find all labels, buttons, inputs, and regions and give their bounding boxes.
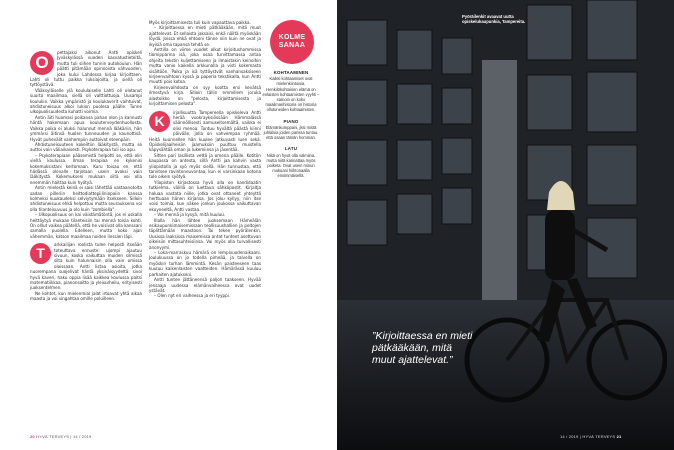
page-number: 20	[30, 434, 35, 439]
page-number: 21	[616, 434, 622, 439]
badge-line-1: KOLME	[278, 34, 306, 41]
sidebar-entry-text: Kaikki kohtaamiset ovat mielenkiintoisia. Henkilökohtainen elämä on enlaisten kohtaamisten vyyhti – samoin on koko maailmanhistoria on historia ollutuneiden kohtaamisten.	[262, 76, 320, 113]
sidebar-entry	[262, 146, 320, 178]
footer-right: 14 / 2019 | HYVÄ TERVEYS 21	[560, 434, 622, 439]
paragraph: Ahdistuneisuuteen kokeiltiin lääkitystä, mutta se auttoi vain väliaikaisesti. Psykoterapiaa tuli iso apu.	[30, 141, 142, 153]
paragraph: – Loka-marraskuu hämärä on lempivuodenaikaani. Joulukuussa on jo todella pimeää, ja talvella on myöskin turhan lämmintä. Kesän paisteeseen taas kuuluu kaikenlaisten vaatteiden. Hämärässä kuuluu parhaiten ajatukseni.	[149, 250, 261, 277]
sidebar-entry-title: LATU	[284, 146, 298, 152]
paragraph: Ne kohtet, kun mielenmial jalat irtoavat yhtä aikaa maasta ja voi singahtaa omille poluilleen.	[30, 290, 142, 302]
dropcap-o: O	[30, 51, 54, 75]
quote-line-2: pätkääkään, mitä	[372, 342, 452, 354]
magazine-name: HYVÄ TERVEYS	[36, 434, 70, 439]
badge-line-2: SANAA	[278, 42, 306, 49]
paragraph: – Olen nyt eri vaiheessa ja eri tyyppi.	[154, 293, 231, 299]
paragraph: pettajaksi aikonut Antti opiskeli Jyväskylässä vuoden kasvatustieteitä, mutta tuli siihen tunnin autokoulun. Hän päätti pitämään opinnoista vähvuoden, joka kului Lahdessa kirjaa kirjoittaen. Lahti oli tuttu paikka luksiajoilta, ja siellä oli tyttöystävä.	[30, 50, 142, 88]
issue-number: 14 / 2019	[560, 434, 579, 439]
sidebar-entry	[262, 119, 320, 141]
paragraph: Yliopiston kirjastossa hyvä alla on kandidaatin tutkielma, välillä on luettava sähköpostit. Kirjaltja haluaa vastata niille, jotka ovat ottaneet yhteyttä herttuaan hänen kirjansa. Jos joku kyllyy, niin itse voisi toimia, kun näkee jonkun joukossa vaikuttavan ekuyneeltä, Antti vastaa.	[149, 179, 261, 212]
article-column-2	[149, 20, 261, 299]
magazine-name: HYVÄ TERVEYS	[582, 434, 616, 439]
paragraph: irjallisuutta Tampereella opiskeleva Antti herää vuokrayksiössään Hämmalässä säännöllisesti aamuseitsemältä, vaikka ei olisi menoa. Tuntuu hyvältä päästä kiinni päivään, jolla on vahvempaa ryhmää. Heitä kuunnellen hän kuulee jatkuvasti luen sekä. Opiskelijaaiheisiin jaamuksiin puuttuu muistella käpysähtää oman ja lukemiinsa ja jäsentää.	[149, 109, 261, 153]
paragraph: arkkailijan roolista tulee helposti itseään toteuttava ennuste: ujompi ajautuu sivuun, koska vaikuttaa muiden silmissä silta kuin halunnaisin olla vain omissa oloissaan. Antti listaa asioita, jotka nuorempana suojelivat häntä yksinäisyydeltä: sivoi hyvä kaveri, haku oppia lisää kaikkea koulussa paitsi matematiikkaa, pianonsoitto ja yleisurheilu, erityisesti juoksentelmen.	[30, 242, 142, 291]
sidebar-entry-text: Elämänkumppani, jksi mistä juhlalsia joiden parissa tuntuu, että osaan tämän homman.	[263, 124, 319, 141]
paragraph: Kirjeenvaihdosta on syy kootta ersi kevätsä ilmestyvä kirja. Silloin tällin emmillem joruka alastoikko on "pelosta, kirjoittamisesta ja kirjoittamisen pelosta".	[149, 84, 261, 107]
sidebar-entry-title: PIANO	[283, 118, 299, 124]
pull-quote	[372, 330, 512, 366]
paragraph: Sitten pari lasillista vettä ja omena päälle. Kotitön kaupassa on antesta, sillä Antti jaa kahvin vasta yliopistolla ja syö myös siellä. Hän tunnustaa, että tarvitsee ravintoneuvontaa, kun ei varsinkaan kotona tule oikein syötyä.	[149, 152, 261, 180]
paragraph: Myös kirjoittamisesta tuli kuin vapauttava paikka.	[149, 20, 251, 25]
paragraph: Antin mielestä keinä ei saisi lähettää vastaanotolta sadan pilleriin heittodiattepiilininpoiin kanssa kolmeksi kuukaudeksi selviytymään itsekseen. Silloin ahdistuneisuus ehkä helpottuu mutta seurauksena voi olla tilanteisuvuus ja olo kuin "zombiella".	[30, 185, 142, 212]
quote-line-1: ”Kirjoittaessa en mieti	[372, 330, 473, 342]
issue-number: 14 / 2019	[72, 434, 92, 439]
paragraph: Antti tuntee jättäneensä paljon taakseen. Hyvää jensaaja uudessa elämänvaiheessa ovat uudet ystävät.	[149, 277, 261, 293]
footer-left: 20 HYVÄ TERVEYS | 14 / 2019	[30, 434, 92, 439]
sidebar-entry-title: KOHTAAMINEN	[273, 70, 309, 75]
paragraph: – Voi mennä ja kysyä, mitä kuuluu.	[154, 212, 226, 218]
dropcap-k: K	[149, 111, 170, 132]
article-column-1	[30, 50, 142, 302]
dropcap-t: T	[30, 243, 51, 264]
paragraph: – Ulkopuolisuus on kai väistämätöntä, jos ei uskalla heittäytyä mukaan tilanteisiin tai mennä toisia kohti. On olllut vaikea päätellä, että he voisivat olla kanssani samalla puolella. Edelleen, mutta koko ajan vähemmän, katson maailmaa noiden linssien läpi.	[30, 212, 142, 239]
sidebar-entry	[262, 70, 320, 113]
quote-line-3: muut ajattelevat.”	[372, 354, 453, 366]
photo-caption: Pyöräilenkit avaavat uutta opiskelukaupunkia, Tampereita.	[462, 14, 526, 25]
paragraph: Anttilla on viime vuodet olkut kirjoitushommissa tiomipparina isä, joka osaa turvittamassa antaa ohjeita tekstin kuljettamiseen ja ilmaistakin keinoihin mutta vanio kaikella arkkunalla ja visti kokemasta sisältöön. Paika ja isä tyttöystvät vanhansaksiseen kirjeenvaihtoon kyssä ja paperia tekstikalla, kun Antti muutti pois kotoa.	[149, 47, 261, 85]
paragraph: Vääksyläiselle ylä koululaiselle Lahti oli olotanut suurta maailmaa, siellä oli valttiottuoja. Uusampi koulukin. Vaikka ympäristö ja koulukaverit vaihtuivat, ahdistuneisuus alkoi lukion puolesa päälle. Tunne ulkopuolisuudesta kuhatti voimia.	[30, 87, 142, 115]
paragraph: – Psykoterapiaan pääsemistä helpotti se, että olin viellä koulussa. Ilman terapiaa en kykenisi kokemuksistani kertomaan. Kuru toisau en, että hädässä olevalle tarjotaan usein avaksi vain lääkitystä. Kokemukseni mukaan siitä voi olla enemmän haittaa kuin hyötyä.	[30, 152, 142, 185]
cyclist-photo	[337, 0, 674, 450]
paragraph: – Kirjoittaessa en mieti pätkääkään, mitä muut ajattelevat. Et sellaista jaksaisi, enkä näiltä myöskään löydä. Joissa ehkä ehtooni tänne niin kuin ne ovat ja ikyisiä oma tapansa tehdä se.	[149, 25, 261, 47]
cyclist	[457, 150, 667, 410]
sidebar-badge	[270, 20, 314, 64]
three-words-sidebar	[262, 70, 320, 185]
sidebar-entry-text: Niitä on hyvä olla valmiina, mutta niitä kannattaa myös poiketa. Ovat usein minun mukuani hiihtonaalla ensimmäisellä.	[266, 152, 316, 179]
paragraph: Illalla hän lähtee juoksemaan Hämeälän esikaupunkimaisemissaan teollisuushallien ja peltojen täplittämään maastoon. Tai tekee pyörälenkin. Uusissa laaksissa maisemissa antat tunteet asettuvan oikeisiin mittasuhteisiinsa. Vai myös olla turvallisesti anonyymi.	[149, 217, 261, 250]
paragraph: Antin äiti huomasi poikansa pahan olon ja kannusti häntä hakemaan apua kouluterveydenhuollosta. Vaikka poika ei aluksi halunnut mennä lääkäriin, hän ymmärsi äitinsä huolen tunneuuden ja kaunottisä. Hyvät puhevälit vanhempiin auttoivat eteenpäin.	[30, 114, 142, 142]
